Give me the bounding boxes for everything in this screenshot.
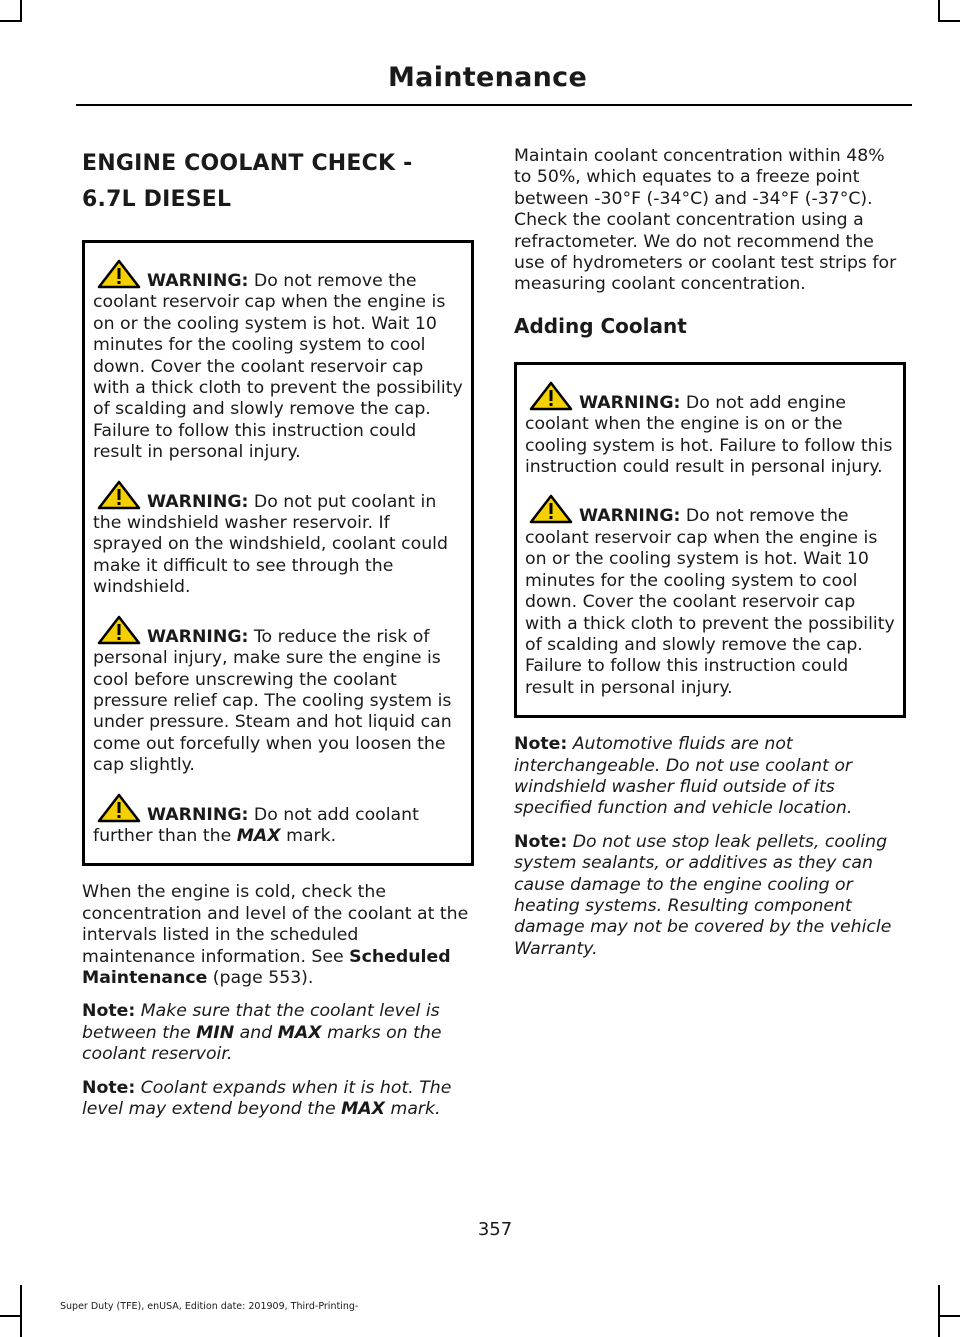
crop-mark (938, 0, 940, 22)
note (82, 1078, 474, 1121)
note (514, 734, 906, 820)
warning-box (514, 362, 906, 718)
warning-text: Do not add engine coolant when the engine is on or the cooling system is hot. Failure to follow this instruction could result in personal injury. (525, 392, 893, 478)
scheduled-maintenance-link[interactable]: Scheduled Maintenance (82, 946, 451, 988)
warning-triangle-icon (97, 259, 141, 289)
section-title-line-2: 6.7L DIESEL (82, 187, 232, 212)
warning-item (525, 381, 895, 479)
page-header-title: Maintenance (388, 62, 588, 93)
warning-text-end: mark. (280, 825, 337, 846)
warning-label: WARNING: (147, 491, 249, 512)
footer-edition-info: Super Duty (TFE), enUSA, Edition date: 201909, Third-Printing- (60, 1301, 359, 1312)
left-column (82, 146, 474, 1132)
warning-label: WARNING: (147, 626, 249, 647)
max-mark-emphasis: MAX (277, 1022, 322, 1043)
warning-item (93, 259, 463, 464)
crop-mark (938, 1285, 940, 1337)
warning-triangle-icon (97, 615, 141, 645)
warning-label: WARNING: (147, 271, 249, 291)
warning-item (93, 615, 463, 777)
page-reference: (page 553). (207, 967, 314, 988)
note-text: Automotive fluids are not interchangeable. Do not use coolant or windshield washer fluid outside of its specified function and vehicle location. (514, 734, 853, 819)
min-mark-emphasis: MIN (196, 1022, 235, 1043)
note-label: Note: (82, 1077, 136, 1098)
warning-text: Do not put coolant in the windshield washer reservoir. If sprayed on the windshield, coolant could make it difficult to see through the windshield. (93, 491, 448, 598)
section-title (82, 146, 474, 218)
crop-mark (20, 0, 22, 22)
crop-mark (20, 1285, 22, 1337)
warning-triangle-icon (529, 381, 573, 411)
note-text: Make sure that the coolant level is between the (82, 1001, 440, 1043)
warning-text: Do not remove the coolant reservoir cap when the engine is on or the cooling system is hot. Wait 10 minutes for the cooling system to cool down. Cover the coolant reservoir cap with a thick cloth to prevent the possibility of scalding and slowly remove the cap. Failure to follow this instruction could result in personal injury. (525, 506, 895, 698)
concentration-paragraph: Maintain coolant concentration within 48% to 50%, which equates to a freeze point between -30°F (-34°C) and -34°F (-37°C). Check the coolant concentration using a refractometer. We do not recommend the use of hydrometers or coolant test strips for measuring coolant concentration. (514, 146, 897, 295)
warning-item (93, 480, 463, 599)
warning-label: WARNING: (579, 506, 681, 527)
warning-label: WARNING: (579, 392, 681, 413)
max-mark-emphasis: MAX (236, 825, 281, 846)
paragraph-text: When the engine is cold, check the concentration and level of the coolant at the intervals listed in the scheduled maintenance information. See (82, 882, 469, 967)
note-text: Coolant expands when it is hot. The level may extend beyond the (82, 1077, 452, 1119)
crop-mark (0, 1315, 22, 1317)
page-number: 357 (477, 1219, 513, 1240)
warning-text: Do not add coolant further than the (93, 804, 419, 846)
warning-text: Do not remove the coolant reservoir cap when the engine is on or the cooling system is hot. Wait 10 minutes for the cooling system to cool down. Cover the coolant reservoir cap with a thick cloth to prevent the possibility of scalding and slowly remove the cap. Failure to follow this instruction could result in personal injury. (93, 271, 463, 463)
note-label: Note: (514, 831, 568, 852)
crop-mark (938, 20, 960, 22)
section-title-line-1: ENGINE COOLANT CHECK - (82, 151, 413, 176)
note-text: marks on the coolant reservoir. (82, 1022, 442, 1065)
note-text: Do not use stop leak pellets, cooling system sealants, or additives as they can cause damage to the engine cooling or heating systems. Resulting component damage may not be covered by the vehicle Warranty. (514, 831, 892, 959)
max-mark-emphasis: MAX (341, 1099, 385, 1119)
warning-item (525, 494, 895, 699)
crop-mark (938, 1315, 960, 1317)
warning-text: To reduce the risk of personal injury, make sure the engine is cool before unscrewing the coolant pressure relief cap. The cooling system is under pressure. Steam and hot liquid can come out forcefully when you loosen the cap slightly. (93, 626, 452, 776)
warning-triangle-icon (529, 494, 573, 524)
warning-box (82, 240, 474, 866)
header-divider (76, 104, 912, 106)
warning-item (93, 793, 463, 848)
right-column (514, 146, 906, 972)
warning-triangle-icon (97, 480, 141, 510)
subsection-title: Adding Coolant (514, 313, 687, 338)
crop-mark (0, 20, 22, 22)
note-text: mark. (385, 1099, 441, 1119)
warning-label: WARNING: (147, 804, 249, 825)
note (82, 1001, 474, 1065)
coolant-check-paragraph (82, 882, 474, 989)
note (514, 832, 906, 960)
note-label: Note: (514, 734, 568, 755)
warning-triangle-icon (97, 793, 141, 823)
note-text: and (234, 1022, 278, 1043)
note-label: Note: (82, 1001, 136, 1022)
